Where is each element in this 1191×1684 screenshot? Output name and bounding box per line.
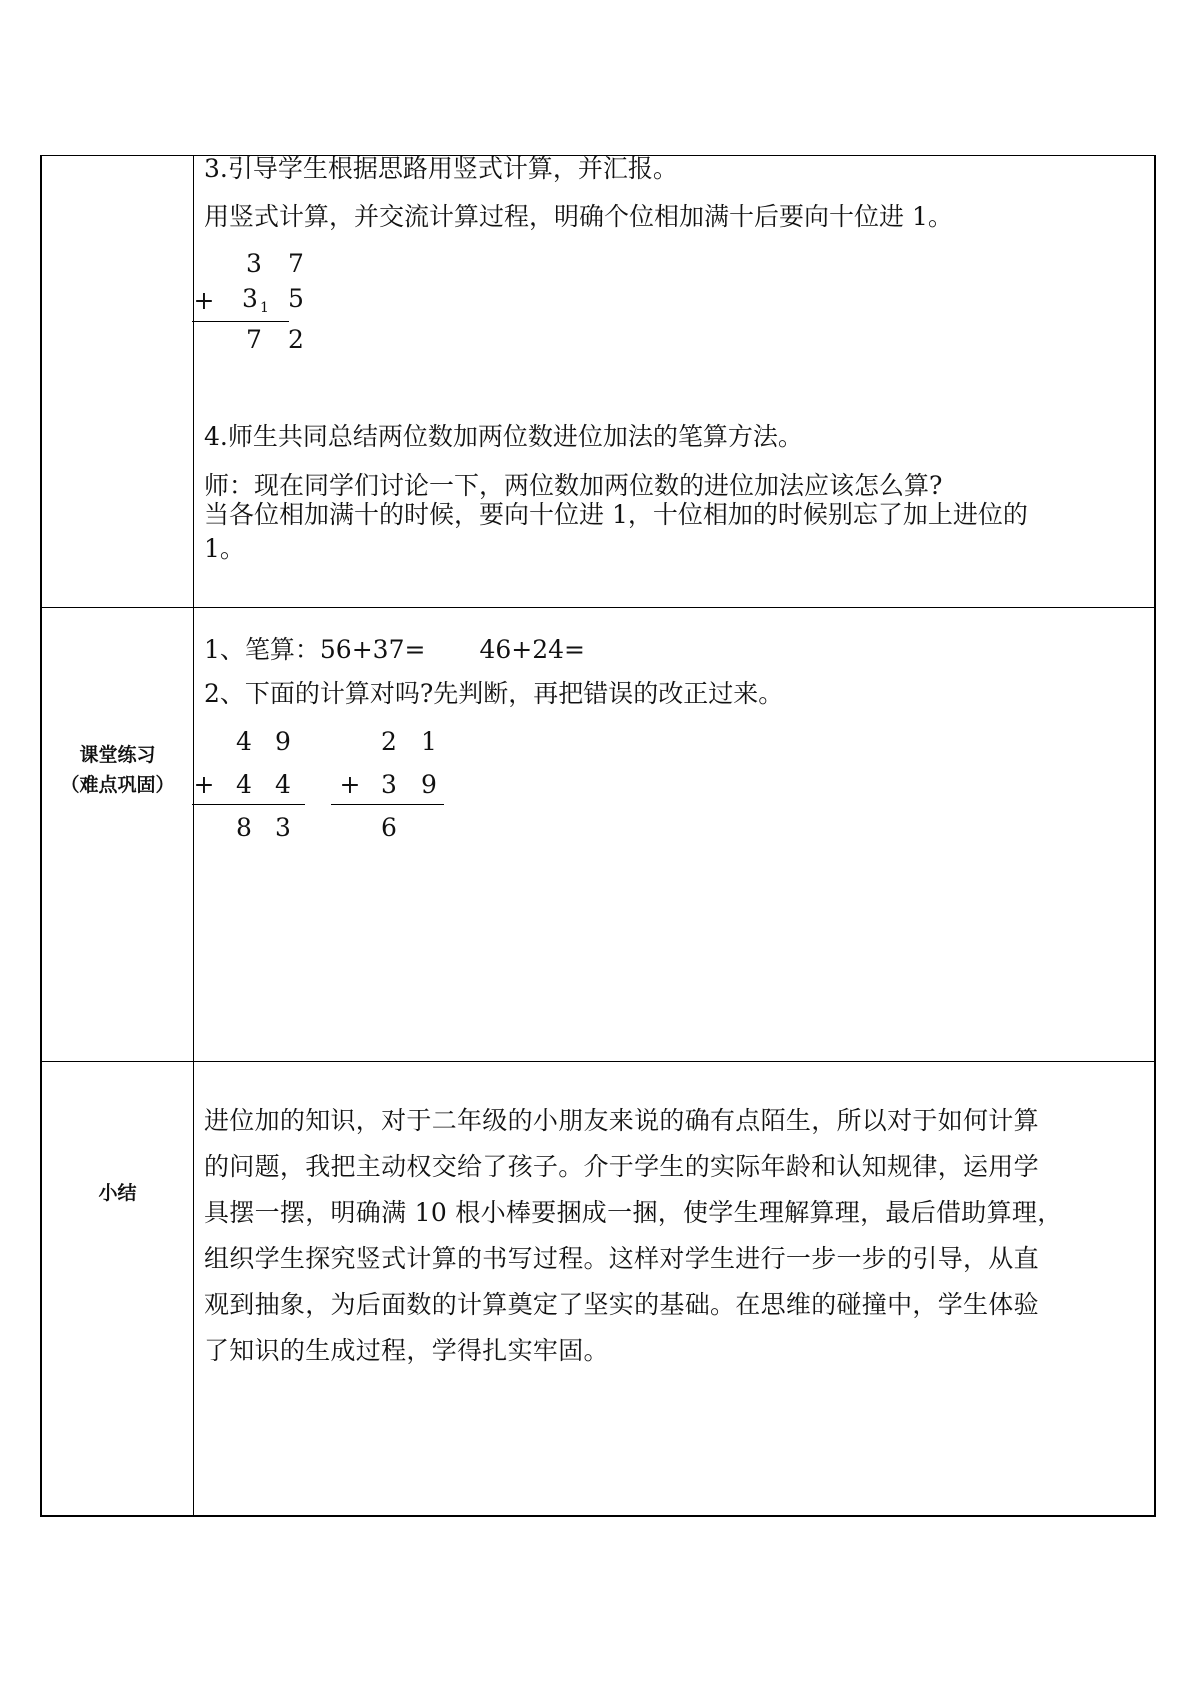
q1-prefix: 1、笔算： — [204, 635, 320, 664]
method-rule-line1: 当各位相加满十的时候，要向十位进 1，十位相加的时候别忘了加上进位的 — [204, 500, 1028, 529]
digit: 2 — [381, 727, 397, 756]
digit: 3 — [275, 813, 291, 842]
summary-paragraph: 进位加的知识，对于二年级的小朋友来说的确有点陌生，所以对于如何计算的问题，我把主动权交给了孩子。介于学生的实际年龄和认知规律，运用学具摆一摆，明确满 10 根小棒要捆成一捆，使学生理解算理，最后借助算理，组织学生探究竖式计算的书写过程。这样对学生进行一步一步的引导，从直观到抽象，为后面数的计算奠定了坚实的基础。在思维的碰撞中，学生体验了知识的生成过程，学得扎实牢固。 — [204, 1106, 1063, 1365]
digit: 4 — [236, 727, 252, 756]
step3-title: 3.引导学生根据思路用竖式计算，并汇报。 — [204, 154, 678, 183]
digit: 7 — [246, 325, 262, 354]
plus-sign: + — [193, 770, 215, 799]
method-rule-line2: 1。 — [204, 534, 245, 563]
digit: 3 — [246, 249, 262, 278]
digit: 5 — [288, 284, 304, 313]
digit: 3 — [381, 770, 397, 799]
sum-line — [192, 321, 289, 322]
practice-question-1 — [204, 633, 585, 667]
step3-description: 用竖式计算，并交流计算过程，明确个位相加满十后要向十位进 1。 — [204, 202, 953, 231]
q1-expression-2: 46+24= — [479, 635, 585, 664]
row-label-practice-sub: （难点巩固） — [60, 774, 175, 796]
digit: 8 — [236, 813, 252, 842]
plus-sign: + — [193, 286, 215, 315]
digit: 1 — [421, 727, 437, 756]
column-divider — [193, 156, 194, 1515]
q1-expression-1: 56+37= — [319, 635, 426, 664]
row-divider — [42, 607, 1154, 608]
digit: 6 — [381, 813, 397, 842]
digit: 2 — [288, 325, 304, 354]
row-label-summary: 小结 — [98, 1182, 137, 1204]
digit: 9 — [275, 727, 291, 756]
digit: 9 — [421, 770, 437, 799]
carry-digit: 1 — [260, 300, 269, 316]
digit: 7 — [288, 249, 304, 278]
lesson-plan-table — [40, 155, 1156, 1517]
digit: 4 — [236, 770, 252, 799]
plus-sign: + — [339, 770, 361, 799]
row-label-practice: 课堂练习 — [79, 744, 156, 766]
sum-line — [192, 804, 305, 805]
practice-question-2: 2、下面的计算对吗?先判断，再把错误的改正过来。 — [204, 679, 784, 708]
row-divider — [42, 1061, 1154, 1062]
step4-title: 4.师生共同总结两位数加两位数进位加法的笔算方法。 — [204, 422, 803, 451]
sum-line — [331, 804, 444, 805]
teacher-question: 师：现在同学们讨论一下，两位数加两位数的进位加法应该怎么算? — [204, 471, 943, 500]
digit: 4 — [275, 770, 291, 799]
digit: 3 — [242, 284, 258, 313]
